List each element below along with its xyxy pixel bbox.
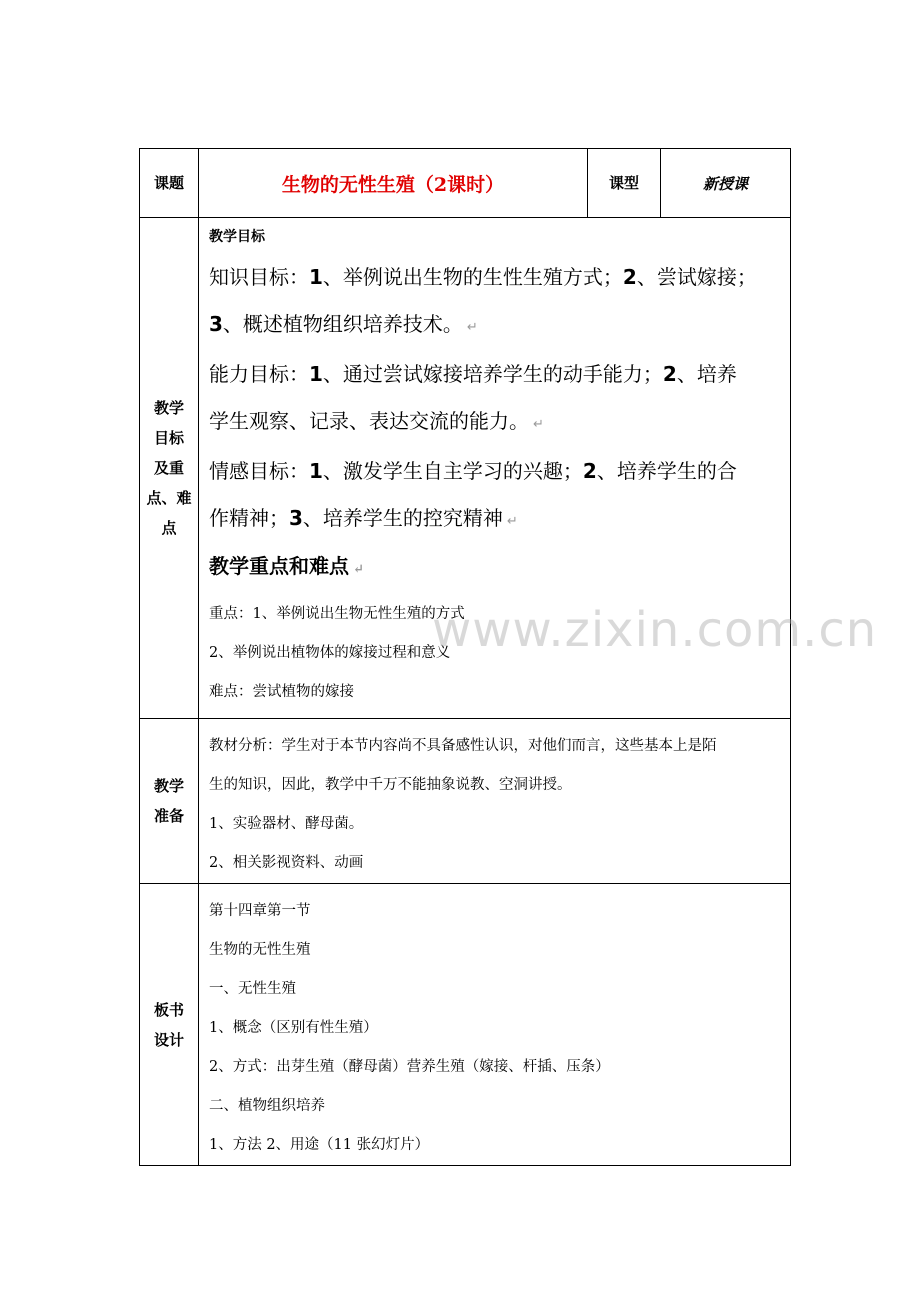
board-line: 2、方式：出芽生殖（酵母菌）营养生殖（嫁接、杆插、压条）: [209, 1059, 610, 1075]
lesson-type-value: 新授课: [661, 149, 791, 218]
topic-title: 生物的无性生殖（2课时）: [199, 149, 588, 218]
key-point-1: 重点：1、举例说出生物无性生殖的方式: [209, 606, 465, 622]
objectives-label-line: 及重: [153, 459, 184, 477]
key-point-2: 2、举例说出植物体的嫁接过程和意义: [209, 645, 451, 661]
preparation-row: [140, 719, 791, 884]
board-line: 1、方法 2、用途（11 张幻灯片）: [209, 1137, 430, 1153]
difficulty-point: 难点：尝试植物的嫁接: [209, 684, 354, 700]
knowledge-goal-line-2: 3、概述植物组织培养技术。 ↵: [209, 312, 478, 336]
header-row: [140, 149, 791, 218]
watermark: www.zixin.com.cn: [432, 602, 878, 658]
ability-goal-line-1: 能力目标：1、通过尝试嫁接培养学生的动手能力；2、培养: [209, 362, 737, 386]
lesson-type-label: 课型: [588, 149, 661, 218]
paragraph-mark-icon: ↵: [466, 320, 478, 335]
ability-goal-line-2: 学生观察、记录、表达交流的能力。 ↵: [209, 409, 544, 433]
board-label-line: 设计: [153, 1030, 184, 1049]
board-line: 二、植物组织培养: [209, 1098, 325, 1114]
board-line: 1、概念（区别有性生殖）: [209, 1020, 378, 1036]
board-line: 第十四章第一节: [209, 903, 311, 919]
preparation-label-line: 准备: [153, 807, 184, 825]
board-line: 一、无性生殖: [209, 981, 296, 997]
objectives-heading: 教学目标: [209, 229, 265, 245]
knowledge-goal-line-1: 知识目标：1、举例说出生物的生性生殖方式；2、尝试嫁接；: [209, 265, 757, 289]
paragraph-mark-icon: ↵: [353, 562, 364, 577]
preparation-label-line: 教学: [153, 777, 184, 795]
preparation-row-label: [140, 719, 199, 884]
objectives-label-line: 点: [161, 519, 177, 537]
emotion-goal-line-1: 情感目标：1、激发学生自主学习的兴趣；2、培养学生的合: [209, 459, 737, 483]
board-design-content: [199, 884, 791, 1166]
lesson-plan-table: [139, 148, 791, 1166]
material-analysis-line-2: 生的知识，因此，教学中千万不能抽象说教、空洞讲授。: [209, 777, 572, 793]
preparation-content: [199, 719, 791, 884]
key-points-heading: 教学重点和难点 ↵: [209, 554, 364, 578]
objectives-label-line: 教学: [153, 399, 184, 417]
preparation-item: 1、实验器材、酵母菌。: [209, 816, 364, 832]
board-design-row-label: [140, 884, 199, 1166]
board-line: 生物的无性生殖: [209, 942, 311, 958]
emotion-goal-line-2: 作精神；3、培养学生的控究精神 ↵: [209, 506, 518, 530]
objectives-row-label: [140, 218, 199, 719]
objectives-label-line: 点、难: [146, 489, 192, 507]
paragraph-mark-icon: ↵: [533, 417, 544, 432]
board-label-line: 板书: [153, 1000, 184, 1019]
objectives-label-line: 目标: [153, 429, 184, 447]
board-design-row: [140, 884, 791, 1166]
topic-label: 课题: [140, 149, 199, 218]
material-analysis-line-1: 教材分析：学生对于本节内容尚不具备感性认识，对他们而言，这些基本上是陌: [209, 738, 717, 754]
objectives-row: [140, 218, 791, 719]
paragraph-mark-icon: ↵: [506, 514, 518, 529]
preparation-item: 2、相关影视资料、动画: [209, 855, 364, 871]
objectives-content: [199, 218, 791, 719]
